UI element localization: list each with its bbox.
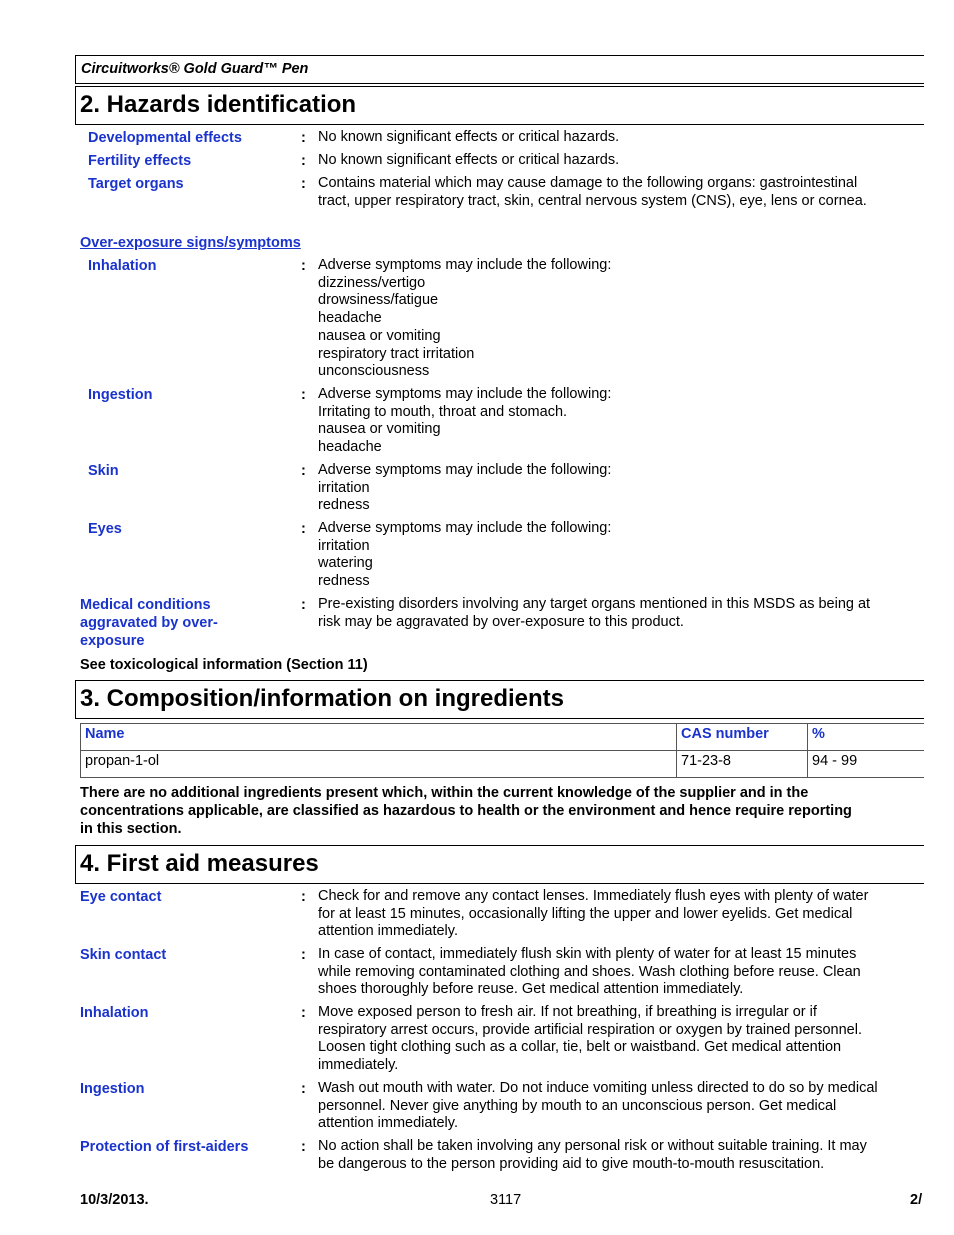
colon: : <box>301 597 306 613</box>
overexposure-link[interactable]: Over-exposure signs/symptoms <box>80 235 301 251</box>
colon: : <box>301 176 306 192</box>
footer-code: 3117 <box>490 1192 522 1208</box>
label-developmental-effects: Developmental effects <box>88 130 242 146</box>
colon: : <box>301 130 306 146</box>
additional-ingredients-note: There are no additional ingredients present which, within the current knowledge of the supplier and in the concentrations applicable, are classified as hazardous to health or the environment and hence require reporting in this section. <box>80 785 852 837</box>
section-2-heading <box>75 86 924 125</box>
colon: : <box>301 463 306 479</box>
label-eyes-symptoms: Eyes <box>88 521 122 537</box>
label-ingestion-first-aid: Ingestion <box>80 1081 145 1097</box>
text-developmental-effects: No known significant effects or critical hazards. <box>318 129 620 145</box>
section-2-title: 2. Hazards identification <box>80 91 357 118</box>
label-skin-contact: Skin contact <box>80 947 167 963</box>
text-inhalation-first-aid: Move exposed person to fresh air. If not breathing, if breathing is irregular or if respiratory arrest occurs, provide artificial respiration or oxygen by trained personnel. Loosen tight clothing such as a collar, tie, belt or waistband. Get medical attention immediately. <box>318 1004 862 1074</box>
column-header-percent: % <box>808 724 925 751</box>
product-name: Circuitworks® Gold Guard™ Pen <box>81 61 309 77</box>
label-fertility-effects: Fertility effects <box>88 153 192 169</box>
section-3-title: 3. Composition/information on ingredients <box>80 685 564 712</box>
cell-percent: 94 - 99 <box>808 751 925 778</box>
column-header-cas: CAS number <box>677 724 808 751</box>
text-protection-first-aiders: No action shall be taken involving any personal risk or without suitable training. It may be dangerous to the person providing aid to give mouth-to-mouth resuscitation. <box>318 1138 867 1172</box>
text-eyes-symptoms: Adverse symptoms may include the following: irritation watering redness <box>318 520 612 590</box>
text-fertility-effects: No known significant effects or critical hazards. <box>318 152 620 168</box>
section-3-heading <box>75 680 924 719</box>
footer-page-number: 2/ <box>910 1192 923 1208</box>
footer-date: 10/3/2013. <box>80 1192 149 1208</box>
colon: : <box>301 521 306 537</box>
label-ingestion-symptoms: Ingestion <box>88 387 153 403</box>
composition-table <box>80 723 924 778</box>
label-skin-symptoms: Skin <box>88 463 119 479</box>
column-header-name: Name <box>81 724 677 751</box>
cell-name: propan-1-ol <box>81 751 677 778</box>
label-inhalation-first-aid: Inhalation <box>80 1005 149 1021</box>
text-skin-contact: In case of contact, immediately flush skin with plenty of water for at least 15 minutes while removing contaminated clothing and shoes. Wash clothing before reuse. Clean shoes thoroughly before reuse. Get medical attention immediately. <box>318 946 861 998</box>
colon: : <box>301 1081 306 1097</box>
colon: : <box>301 258 306 274</box>
cell-cas: 71-23-8 <box>677 751 808 778</box>
label-eye-contact: Eye contact <box>80 889 162 905</box>
product-header <box>75 55 924 84</box>
colon: : <box>301 947 306 963</box>
see-toxicological-note: See toxicological information (Section 11) <box>80 657 368 673</box>
colon: : <box>301 1139 306 1155</box>
label-medical-conditions: Medical conditions aggravated by over- exposure <box>80 597 218 649</box>
text-skin-symptoms: Adverse symptoms may include the following: irritation redness <box>318 462 612 514</box>
text-ingestion-first-aid: Wash out mouth with water. Do not induce vomiting unless directed to do so by medical personnel. Never give anything by mouth to an unconscious person. Get medical attention immediately. <box>318 1080 878 1132</box>
table-header-row <box>81 724 925 751</box>
section-4-title: 4. First aid measures <box>80 850 319 877</box>
label-protection-first-aiders: Protection of first-aiders <box>80 1139 249 1155</box>
text-inhalation-symptoms: Adverse symptoms may include the following: dizziness/vertigo drowsiness/fatigue headache nausea or vomiting respiratory tract irritation unconsciousness <box>318 257 612 380</box>
colon: : <box>301 387 306 403</box>
label-inhalation-symptoms: Inhalation <box>88 258 157 274</box>
colon: : <box>301 1005 306 1021</box>
text-ingestion-symptoms: Adverse symptoms may include the following: Irritating to mouth, throat and stomach. nausea or vomiting headache <box>318 386 612 456</box>
table-row <box>81 751 925 778</box>
colon: : <box>301 153 306 169</box>
text-eye-contact: Check for and remove any contact lenses. Immediately flush eyes with plenty of water for at least 15 minutes, occasionally lifting the upper and lower eyelids. Get medical attention immediately. <box>318 888 869 940</box>
colon: : <box>301 889 306 905</box>
label-target-organs: Target organs <box>88 176 184 192</box>
section-4-heading <box>75 845 924 884</box>
text-medical-conditions: Pre-existing disorders involving any target organs mentioned in this MSDS as being at risk may be aggravated by over-exposure to this product. <box>318 596 871 630</box>
text-target-organs: Contains material which may cause damage to the following organs: gastrointestinal tract, upper respiratory tract, skin, central nervous system (CNS), eye, lens or cornea. <box>318 175 867 209</box>
